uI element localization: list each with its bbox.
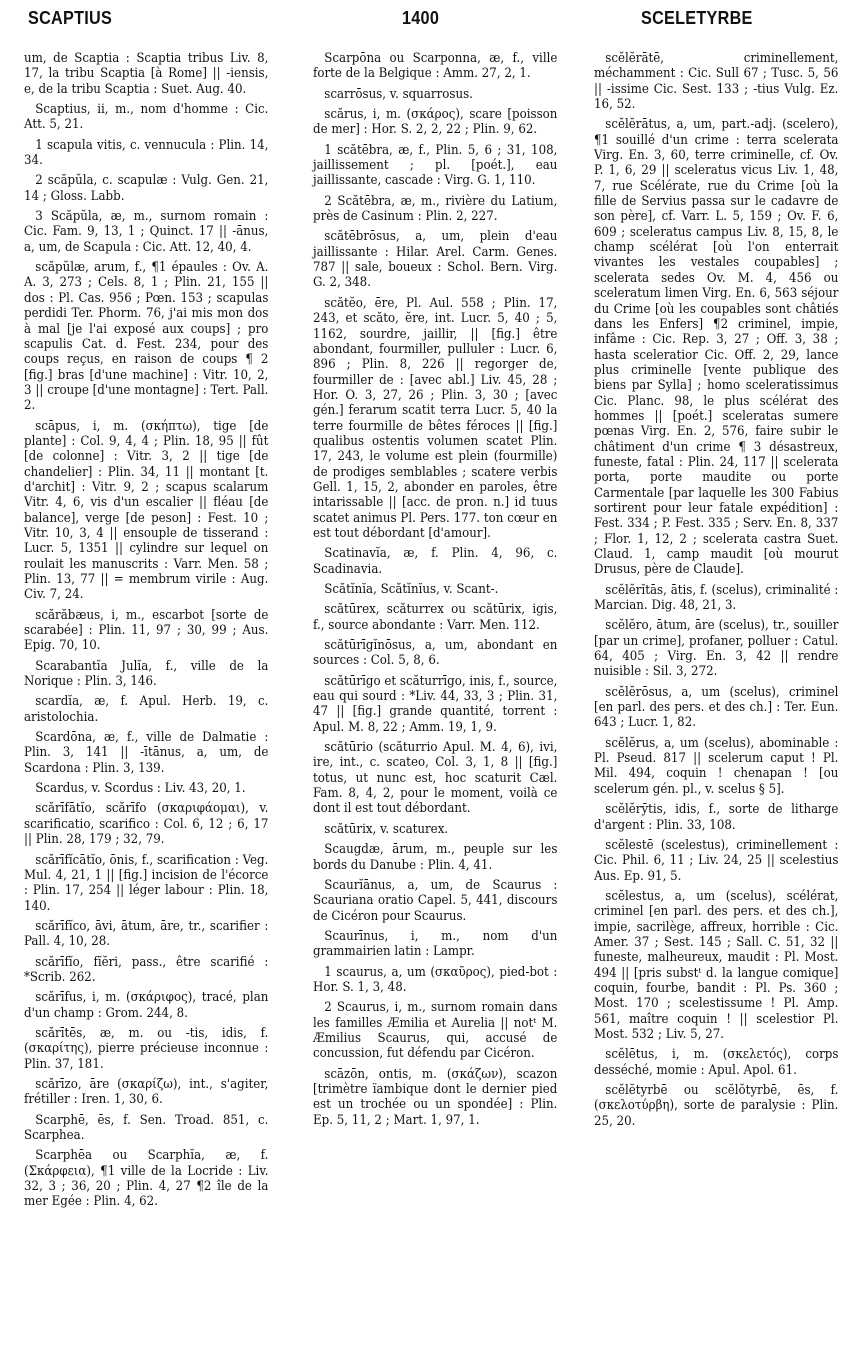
dictionary-entry: scărīfus, i, m. (σκάριφος), tracé, plan d'un champ : Grom. 244, 8. (24, 989, 269, 1020)
column-2 (313, 50, 557, 1132)
dictionary-entry: 1 scapula vitis, c. vennucula : Plin. 14, 34. (24, 136, 269, 168)
dictionary-entry: Scaurīnus, i, m., nom d'un grammairien latin : Lampr. (313, 927, 558, 959)
dictionary-entry: scĕlĕrātus, a, um, part.-adj. (scelero), ¶1 souillé d'un crime : terra scelerata Virg. En. 3, 60, terre criminelle, cf. Ov. P. 1, 6, 29 || sceleratus vicus Liv. 1, 48, 7, rue Scélérate, rue du Crime [où la fille de Servius passa sur le cadavre de son père], cf. Varr. L. 5, 159 ; Ov. F. 6, 609 ; sceleratus campus Liv. 8, 15, 8, le champ scélérat [où l'on enterrait vivantes les vestales coupables] ; scelerata sedes Ov. M. 4, 456 ou sceleratum limen Virg. En. 6, 563 séjour du Crime [où les coupables sont châtiés dans les Enfers] ¶2 criminel, impie, infâme : Cic. Rep. 3, 27 ; Off. 3, 38 ; hasta sceleratior Cic. Off. 2, 29, lance plus criminelle [vente publique des biens par Sylla] ; homo sceleratissimus Cic. Planc. 98, le plus scélérat des hommes || [poét.] sceleratas sumere pœnas Virg. En. 2, 576, faire subir le châtiment d'un crime ¶ 3 désastreux, funeste, fatal : Plin. 24, 117 || scelerata porta, porte maudite ou porte Carmentale [par laquelle les 300 Fabius sortirent pour leur fatale expédition] : Fest. 334 ; P. Fest. 335 ; Serv. En. 8, 337 ; Flor. 1, 12, 2 ; scelerata castra Suet. Claud. 1, camp maudit [où mourut Drusus, père de Claude]. (594, 116, 839, 577)
page-number: 1400 (402, 8, 440, 28)
dictionary-entry: scĕlētus, i, m. (σκελετός), corps desséché, momie : Apul. Apol. 61. (594, 1046, 839, 1077)
dictionary-entry: Scaugdæ, ārum, m., peuple sur les bords du Danube : Plin. 4, 41. (313, 841, 558, 872)
running-head-right: SCELETYRBE (641, 8, 753, 28)
dictionary-entry: scāpus, i, m. (σκήπτω), tige [de plante] : Col. 9, 4, 4 ; Plin. 18, 95 || fût [de colonne] : Vitr. 3, 2 || tige [de chandelier] : Plin. 34, 11 || montant [t. d'archit] : Vitr. 9, 2 ; scapus scalarum Vitr. 4, 6, vis d'un escalier || fléau [de balance], verge [de peson] : Fest. 10 ; Vitr. 10, 3, 4 || ensouple de tisserand : Lucr. 5, 1351 || cylindre sur lequel on roulait les manuscrits : Varr. Men. 58 ; Plin. 13, 77 || = membrum virile : Aug. Civ. 7, 24. (24, 417, 269, 602)
dictionary-entry: scĕlĕro, ātum, āre (scelus), tr., souiller [par un crime], profaner, polluer : Catul. 64, 405 ; Virg. En. 3, 42 || rendre nuisible : Sil. 3, 272. (594, 617, 839, 679)
dictionary-entry: scătūrix, v. scaturex. (324, 820, 449, 836)
dictionary-entry: scătūrīgĭnōsus, a, um, abondant en sources : Col. 5, 8, 6. (313, 637, 558, 668)
dictionary-entry: scardĭa, æ, f. Apul. Herb. 19, c. aristolochia. (24, 693, 269, 724)
dictionary-entry: Scarabantĭa Julĭa, f., ville de la Norique : Plin. 3, 146. (24, 657, 269, 689)
dictionary-entry: scărītēs, æ, m. ou -tis, idis, f. (σκαρίτης), pierre précieuse inconnue : Plin. 37, 181. (24, 1024, 269, 1071)
dictionary-entry: scĕlĕrus, a, um (scelus), abominable : Pl. Pseud. 817 || scelerum caput ! Pl. Mil. 494, coquin ! chenapan ! [ou scelerum gén. pl., v. scelus § 5]. (594, 734, 839, 796)
dictionary-entry: scĕlĕrĭtās, ātis, f. (scelus), criminalité : Marcian. Dig. 48, 21, 3. (594, 581, 839, 613)
dictionary-entry: scărīzo, āre (σκαρίζω), int., s'agiter, frétiller : Iren. 1, 30, 6. (24, 1075, 269, 1107)
dictionary-entry: Scarphēa ou Scarphĭa, æ, f. (Σκάρφεια), ¶1 ville de la Locride : Liv. 32, 3 ; 36, 20 ; Plin. 4, 27 ¶2 île de la mer Egée : Plin. 4, 62. (24, 1147, 269, 1209)
dictionary-entry: Scătĭnĭa, Scătĭnĭus, v. Scant-. (324, 581, 499, 596)
dictionary-entry: scărīfātĭo, scărīfo (σκαριφάομαι), v. scarificatio, scarifico : Col. 6, 12 ; 6, 17 || Plin. 28, 179 ; 32, 79. (24, 800, 269, 847)
dictionary-entry: scĕlestus, a, um (scelus), scélérat, criminel [en parl. des pers. et des ch.], impie, sacrilège, affreux, horrible : Cic. Amer. 37 ; Sest. 145 ; Sall. C. 51, 32 || funeste, malheureux, maudit : Pl. Most. 494 || [pris substᵗ d. la langue comique] coquin, fourbe, bandit : Pl. Ps. 360 ; Most. 170 ; scelestissume ! Pl. Amp. 561, maître coquin ! || scelestior Pl. Most. 532 ; Liv. 5, 27. (594, 887, 839, 1041)
dictionary-entry: scătĕo, ēre, Pl. Aul. 558 ; Plin. 17, 243, et scăto, ĕre, int. Lucr. 5, 40 ; 5, 1162, sourdre, jaillir, || [fig.] être abondant, fourmiller, pulluler : Lucr. 6, 896 ; Plin. 8, 226 || regorger de, fourmiller de : [avec abl.] Liv. 45, 28 ; Hor. O. 3, 27, 26 ; Plin. 3, 30 ; [avec gén.] ferarum scatit terra Lucr. 5, 40 la terre fourmille de bêtes féroces || [fig.] qualibus ostentis volumen scatet Plin. 17, 243, le volume est plein (fourmille) de prodiges semblables ; scatere verbis Gell. 1, 15, 2, abonder en paroles, être intarissable || [acc. de pron. n.] id tuus scatet animus Pl. Pers. 177. ton cœur en est tout débordant [d'amour]. (313, 294, 558, 540)
dictionary-entry: scărus, i, m. (σκάρος), scare [poisson de mer] : Hor. S. 2, 2, 22 ; Plin. 9, 62. (313, 106, 558, 137)
dictionary-entry: scătūrex, scăturrex ou scătūrix, igis, f., source abondante : Varr. Men. 112. (313, 601, 558, 632)
dictionary-entry: scătūrio (scăturrio Apul. M. 4, 6), ivi, ire, int., c. scateo, Col. 3, 1, 8 || [fig.] totus, ut nunc est, hoc scaturit Cæl. Fam. 8, 4, 2, pour le moment, voilà ce dont il est tout débordant. (313, 739, 558, 816)
dictionary-entry: Scatinavĭa, æ, f. Plin. 4, 96, c. Scadinavia. (313, 545, 558, 576)
dictionary-entry: 1 scătēbra, æ, f., Plin. 5, 6 ; 31, 108, jaillissement ; pl. [poét.], eau jaillissante, cascade : Virg. G. 1, 110. (313, 141, 558, 188)
dictionary-entry: Scarpōna ou Scarponna, æ, f., ville forte de la Belgique : Amm. 27, 2, 1. (313, 50, 558, 81)
dictionary-entry: scărīfĭcātĭo, ōnis, f., scarification : Veg. Mul. 4, 21, 1 || [fig.] incision de l'écorce : Plin. 17, 254 || léger labour : Plin. 18, 140. (24, 851, 269, 913)
dictionary-entry: scāzōn, ontis, m. (σκάζων), scazon [trimètre ïambique dont le dernier pied est un trochée ou un spondée] : Plin. Ep. 5, 11, 2 ; Mart. 1, 97, 1. (313, 1065, 558, 1127)
dictionary-entry: scătēbrōsus, a, um, plein d'eau jaillissante : Hilar. Arel. Carm. Genes. 787 || sale, boueux : Schol. Bern. Virg. G. 2, 348. (313, 228, 558, 290)
dictionary-entry: scĕlestē (scelestus), criminellement : Cic. Phil. 6, 11 ; Liv. 24, 25 || scelestius Aus. Ep. 91, 5. (594, 836, 839, 883)
dictionary-entry: scĕlĕrōsus, a, um (scelus), criminel [en parl. des pers. et des ch.] : Ter. Eun. 643 ; Lucr. 1, 82. (594, 683, 839, 730)
dictionary-entry: scărăbæus, i, m., escarbot [sorte de scarabée] : Plin. 11, 97 ; 30, 99 ; Aus. Epig. 70, 10. (24, 606, 269, 653)
dictionary-entry: scăpŭlæ, arum, f., ¶1 épaules : Ov. A. A. 3, 273 ; Cels. 8, 1 ; Plin. 21, 155 || dos : Pl. Cas. 956 ; Pœn. 153 ; scapulas perdidi Ter. Phorm. 76, j'ai mis mon dos à mal [je l'ai exposé aux coups] ; pro scapulis Cat. d. Fest. 234, pour des coups reçus, en raison de coups ¶ 2 [fig.] bras [d'une machine] : Vitr. 10, 2, 3 || croupe [d'une montagne] : Tert. Pall. 2. (24, 259, 269, 413)
dictionary-entry: 3 Scăpŭla, æ, m., surnom romain : Cic. Fam. 9, 13, 1 ; Quinct. 17 || -ānus, a, um, de Scapula : Cic. Att. 12, 40, 4. (24, 208, 269, 254)
dictionary-entry: scĕlĕtyrbē ou scĕlŏtyrbē, ēs, f. (σκελοτύρβη), sorte de paralysie : Plin. 25, 20. (594, 1082, 839, 1128)
column-3 (594, 50, 838, 1133)
dictionary-entry: scărīfĭo, fĭĕri, pass., être scarifié : *Scrib. 262. (24, 953, 269, 984)
dictionary-entry: scĕlĕrȳtis, idis, f., sorte de litharge d'argent : Plin. 33, 108. (594, 801, 839, 832)
dictionary-entry: um, de Scaptia : Scaptia tribus Liv. 8, 17, la tribu Scaptia [à Rome] || -iensis, e, de la tribu Scaptia : Suet. Aug. 40. (24, 50, 269, 96)
dictionary-entry: scĕlĕrātē, criminellement, méchamment : Cic. Sull 67 ; Tusc. 5, 56 || -issime Cic. Sest. 133 ; -tius Vulg. Ez. 16, 52. (594, 50, 839, 112)
running-head-left: SCAPTIUS (28, 8, 113, 28)
dictionary-entry: Scaptius, ii, m., nom d'homme : Cic. Att. 5, 21. (24, 101, 269, 132)
dictionary-entry: 2 scăpŭla, c. scapulæ : Vulg. Gen. 21, 14 ; Gloss. Labb. (24, 172, 269, 203)
dictionary-entry: Scardus, v. Scordus : Liv. 43, 20, 1. (35, 780, 246, 796)
dictionary-entry: 1 scaurus, a, um (σκαῦρος), pied-bot : Hor. S. 1, 3, 48. (313, 963, 558, 994)
dictionary-entry: 2 Scătēbra, æ, m., rivière du Latium, près de Casinum : Plin. 2, 227. (313, 192, 558, 224)
dictionary-entry: Scardōna, æ, f., ville de Dalmatie : Plin. 3, 141 || -ītānus, a, um, de Scardona : Plin. 3, 139. (24, 729, 269, 775)
dictionary-entry: Scarphē, ēs, f. Sen. Troad. 851, c. Scarphea. (24, 1111, 269, 1142)
column-1 (24, 50, 268, 1214)
dictionary-entry: scătūrīgo et scăturrīgo, inis, f., source, eau qui sourd : *Liv. 44, 33, 3 ; Plin. 31, 47 || [fig.] grande quantité, torrent : Apul. M. 8, 22 ; Amm. 19, 1, 9. (313, 672, 558, 734)
dictionary-entry: scărīfĭco, āvi, ātum, āre, tr., scarifier : Pall. 4, 10, 28. (24, 917, 269, 949)
dictionary-entry: Scaurĭānus, a, um, de Scaurus : Scauriana oratio Capel. 5, 441, discours de Cicéron pour Scaurus. (313, 876, 558, 923)
dictionary-entry: scarrōsus, v. squarrosus. (324, 85, 473, 101)
dictionary-entry: 2 Scaurus, i, m., surnom romain dans les familles Æmilia et Aurelia || notᵗ M. Æmilius Scaurus, qui, accusé de concussion, fut défendu par Cicéron. (313, 999, 558, 1061)
